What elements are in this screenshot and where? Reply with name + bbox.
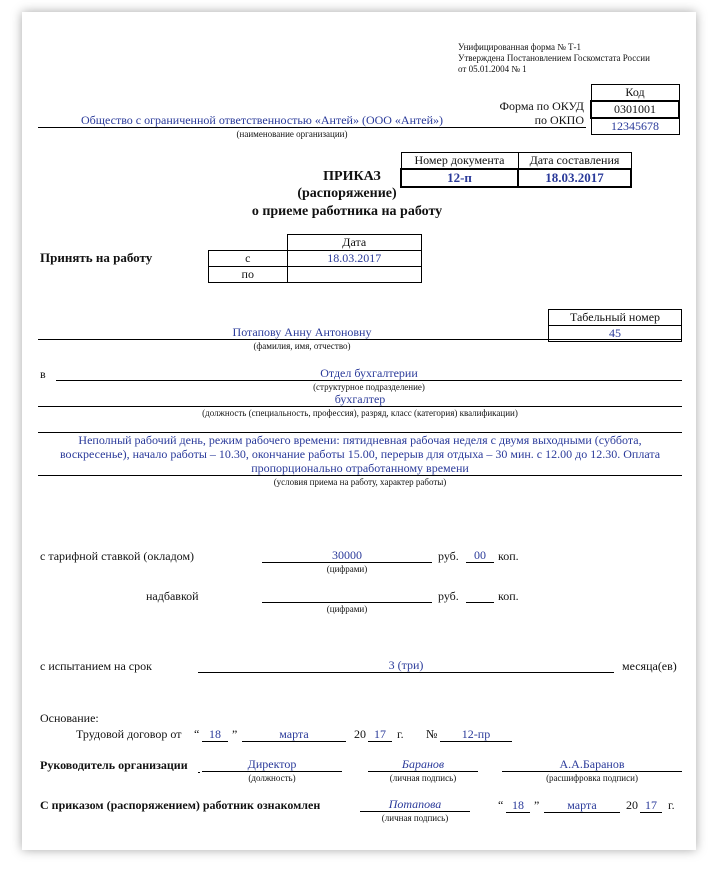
rate-caption: (цифрами) (326, 564, 368, 574)
contract-label: Трудовой договор от (76, 727, 182, 741)
ack-quote-open: “ (498, 798, 504, 812)
rate-value: 30000 (332, 548, 362, 562)
title-order-desc: о приеме работника на работу (251, 204, 443, 219)
okpo-value: 12345678 (591, 118, 679, 135)
ack-quote-close: ” (534, 798, 540, 812)
director-position-line (202, 771, 342, 772)
contract-number: 12-пр (461, 727, 491, 741)
department-line (56, 380, 682, 381)
form-info-line1: Унифицированная форма № Т-1 (458, 42, 582, 52)
acknowledge-signature-caption: (личная подпись) (381, 813, 449, 823)
document-number-value: 12-п (401, 169, 518, 187)
code-header: Код (591, 85, 679, 102)
hire-date-table (208, 234, 422, 283)
bonus-line (262, 602, 432, 603)
director-decoded-line (502, 771, 682, 772)
director-position-caption: (должность) (248, 773, 296, 783)
document-date-value: 18.03.2017 (518, 169, 631, 187)
rate-label: с тарифной ставкой (окладом) (40, 549, 195, 563)
hire-from-value: 18.03.2017 (287, 251, 422, 267)
title-order: ПРИКАЗ (323, 169, 381, 184)
bonus-kop-label: коп. (498, 589, 519, 603)
hire-to-value (287, 267, 422, 283)
rate-line (262, 562, 432, 563)
hire-label: Принять на работу (40, 250, 153, 265)
contract-year: 17 (374, 727, 386, 741)
acknowledge-signature: Потапова (388, 797, 442, 811)
contract-month-line (242, 741, 346, 742)
probation-value: 3 (три) (388, 658, 424, 672)
okud-label: Форма по ОКУД (499, 99, 584, 113)
director-decoded-caption: (расшифровка подписи) (546, 773, 638, 783)
title-order-sub: (распоряжение) (297, 186, 397, 201)
department-caption: (структурное подразделение) (313, 382, 425, 392)
conditions-line3: пропорционально отработанному времени (251, 461, 469, 475)
contract-quote-open: “ (194, 727, 200, 741)
acknowledge-label: С приказом (распоряжением) работник ознакомлен (40, 798, 321, 812)
ack-century: 20 (626, 798, 638, 812)
hire-from-label: с (209, 251, 288, 267)
contract-day: 18 (209, 727, 221, 741)
ack-year: 17 (645, 798, 657, 812)
tab-number-value: 45 (549, 326, 682, 342)
ack-day: 18 (512, 798, 524, 812)
bonus-label: надбавкой (146, 589, 199, 603)
hire-date-header: Дата (287, 235, 422, 251)
acknowledge-signature-line (360, 811, 470, 812)
director-decoded: А.А.Баранов (559, 757, 625, 771)
contract-year-line (368, 741, 392, 742)
okud-value: 0301001 (591, 101, 679, 118)
document-page (22, 12, 696, 850)
organization-line (38, 127, 586, 128)
codes-table (590, 84, 680, 135)
basis-label: Основание: (40, 711, 99, 725)
document-number-header: Номер документа (401, 153, 518, 170)
department-name: Отдел бухгалтерии (320, 366, 418, 380)
ack-month-line (544, 812, 620, 813)
employee-name: Потапову Анну Антоновну (232, 325, 372, 339)
contract-century: 20 (354, 727, 366, 741)
ack-day-line (506, 812, 530, 813)
form-info-line3: от 05.01.2004 № 1 (458, 64, 527, 74)
employee-name-caption: (фамилия, имя, отчество) (253, 341, 351, 351)
conditions-text (38, 433, 682, 475)
director-signature-caption: (личная подпись) (389, 773, 457, 783)
contract-year-suffix: г. (397, 727, 404, 741)
document-date-header: Дата составления (518, 153, 631, 170)
rate-kop-label: коп. (498, 549, 519, 563)
position-caption: (должность (специальность, профессия), разряд, класс (категория) квалификации) (202, 408, 518, 418)
ack-month: марта (567, 798, 597, 812)
form-info (458, 42, 650, 75)
organization-name: Общество с ограниченной ответственностью «Антей» (ООО «Антей») (80, 113, 444, 127)
rate-rub-label: руб. (438, 549, 459, 563)
position-title: бухгалтер (334, 392, 386, 406)
probation-unit: месяца(ев) (622, 659, 677, 673)
ack-year-suffix: г. (668, 798, 675, 812)
rate-kop-line (466, 562, 494, 563)
contract-number-line (440, 741, 512, 742)
contract-quote-close: ” (232, 727, 238, 741)
conditions-bottom-line (38, 475, 682, 476)
contract-month: марта (279, 727, 309, 741)
rate-kop-value: 00 (474, 548, 486, 562)
tab-number-header: Табельный номер (549, 310, 682, 326)
form-info-line2: Утверждена Постановлением Госкомстата России (458, 53, 650, 63)
conditions-caption: (условия приема на работу, характер работы) (273, 477, 447, 487)
organization-caption: (наименование организации) (236, 129, 348, 139)
director-signature-line (368, 771, 478, 772)
employee-name-line (38, 339, 682, 340)
probation-label: с испытанием на срок (40, 659, 152, 673)
contract-day-line (202, 741, 228, 742)
document-number-table (400, 152, 632, 188)
contract-number-label: № (426, 727, 438, 741)
conditions-line2: воскресенье), начало работы – 10.30, окончание работы 15.00, перерыв для отдыха – 30 мин. с 12.00 до 12.30. Оплата (59, 447, 661, 461)
okpo-label: по ОКПО (534, 113, 584, 127)
position-line (38, 406, 682, 407)
bonus-caption: (цифрами) (326, 604, 368, 614)
hire-to-label: по (209, 267, 288, 283)
bonus-kop-line (466, 602, 494, 603)
in-label: в (40, 367, 46, 381)
director-label: Руководитель организации (40, 758, 188, 772)
bonus-rub-label: руб. (438, 589, 459, 603)
tab-number-table (548, 309, 682, 342)
ack-year-line (640, 812, 662, 813)
probation-line (198, 672, 614, 673)
conditions-line1: Неполный рабочий день, режим рабочего времени: пятидневная рабочая неделя с двумя выходными (суббота, (78, 433, 642, 447)
director-position: Директор (247, 757, 297, 771)
director-signature: Баранов (401, 757, 445, 771)
